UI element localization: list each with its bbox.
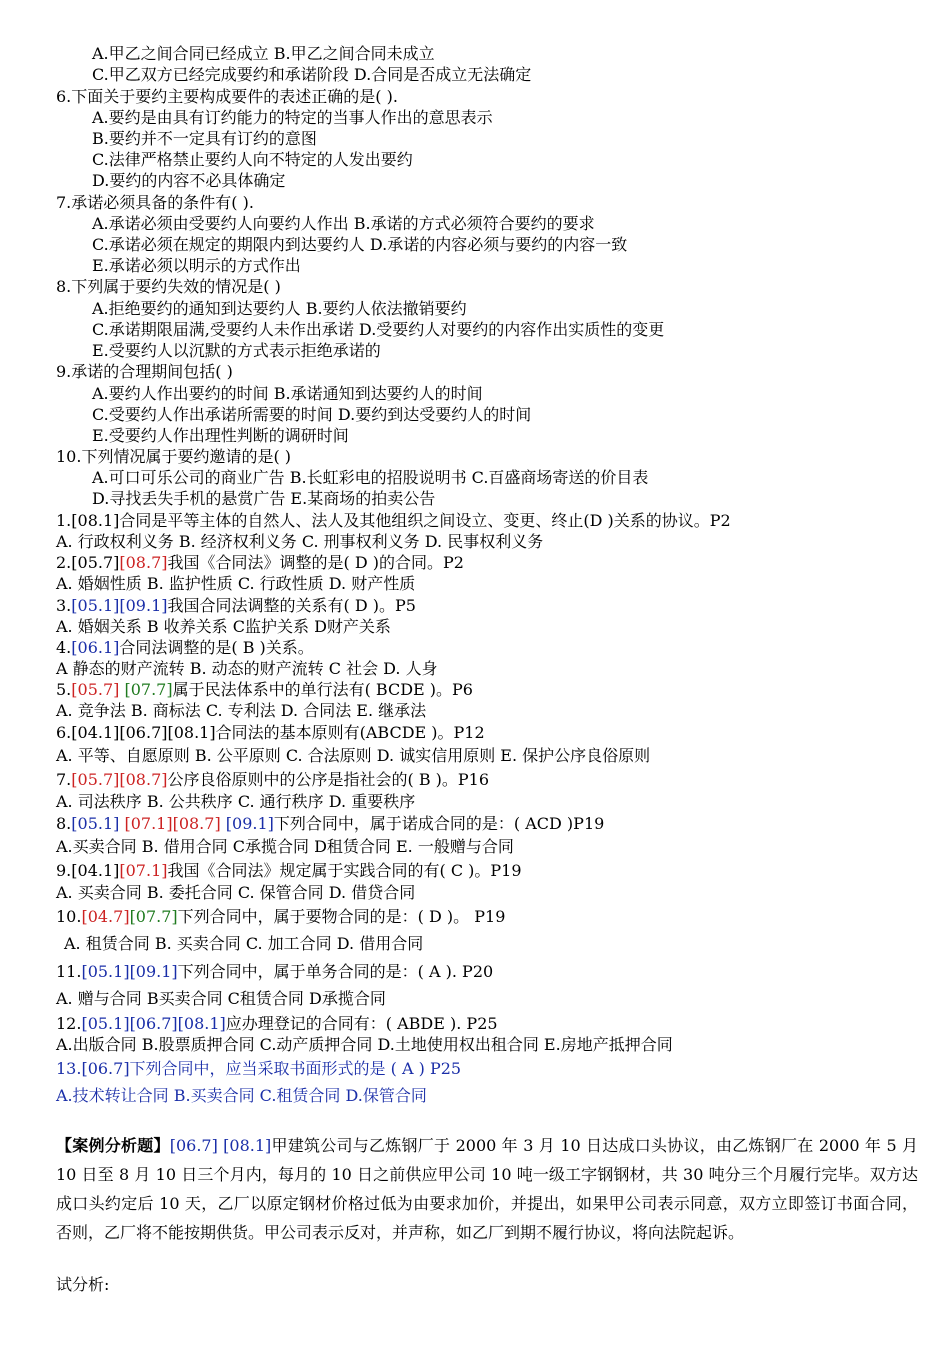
q5-options-cd: C.甲乙双方已经完成要约和承诺阶段 D.合同是否成立无法确定 [92,65,532,84]
q6-option-c: C.法律严格禁止要约人向不特定的人发出要约 [92,150,413,169]
exam-question-13-options: A.技术转让合同 B.买卖合同 C.租赁合同 D.保管合同 [56,1086,427,1105]
exam-question-10 [56,907,505,927]
exam-tag: [06.1] [71,638,120,657]
q9-option-e: E.受要约人作出理性判断的调研时间 [92,426,349,445]
case-prompt: 试分析: [56,1275,110,1294]
exam-question-2-options: A. 婚姻性质 B. 监护性质 C. 行政性质 D. 财产性质 [56,574,416,593]
q6-option-d: D.要约的内容不必具体确定 [92,171,286,190]
exam-tag: [04.7] [81,907,130,926]
question-9: 9.承诺的合理期间包括( ) [56,362,233,381]
exam-tag: [07.7] [129,907,178,926]
exam-question-4-number: 4. [56,638,72,657]
exam-question-2-text: 我国《合同法》调整的是( D )的合同。P2 [167,553,464,572]
exam-question-4-options: A 静态的财产流转 B. 动态的财产流转 C 社会 D. 人身 [56,659,438,678]
case-body: 甲建筑公司与乙炼钢厂于 2000 年 3 月 10 日达成口头协议，由乙炼钢厂在 2000 年 5 月 10 日至 8 月 10 日三个月内，每月的 10 日之前供应甲公司 10 吨一级工字钢钢材，共 30 吨分三个月履行完毕。双方达成口头约定后 10 天，乙厂以原定钢材价格过低为由要求加价，并提出，如果甲公司表示同意，双方立即签订书面合同，否则，乙厂将不能按期供货。甲公司表示反对，并声称，如乙厂到期不履行协议，将向法院起诉。 [56,1136,918,1242]
exam-question-9 [56,861,522,881]
q6-option-a: A.要约是由具有订约能力的特定的当事人作出的意思表示 [92,108,493,127]
exam-tag: [05.1][06.7][08.1] [81,1014,226,1033]
exam-question-12-text: 应办理登记的合同有：( ABDE ). P25 [225,1014,498,1033]
exam-tag: [07.1][08.7] [124,814,221,833]
exam-question-9-number: 9.[04.1] [56,861,120,880]
exam-question-9-text: 我国《合同法》规定属于实践合同的有( C )。P19 [167,861,522,880]
exam-question-12-options: A.出版合同 B.股票质押合同 C.动产质押合同 D.土地使用权出租合同 E.房地产抵押合同 [56,1035,673,1054]
exam-question-4-text: 合同法调整的是( B )关系。 [119,638,314,657]
q9-options-cd: C.受要约人作出承诺所需要的时间 D.要约到达受要约人的时间 [92,405,532,424]
q7-options-ab: A.承诺必须由受要约人向要约人作出 B.承诺的方式必须符合要约的要求 [92,214,595,233]
q8-options-cd: C.承诺期限届满,受要约人未作出承诺 D.受要约人对要约的内容作出实质性的变更 [92,320,665,339]
exam-question-7-text: 公序良俗原则中的公序是指社会的( B )。P16 [167,770,490,789]
question-10: 10.下列情况属于要约邀请的是( ) [56,447,292,466]
q10-options-abc: A.可口可乐公司的商业广告 B.长虹彩电的招股说明书 C.百盛商场寄送的价目表 [92,468,649,487]
exam-question-1-options: A. 行政权利义务 B. 经济权利义务 C. 刑事权利义务 D. 民事权利义务 [56,532,544,551]
exam-tag: [05.1][09.1] [81,962,178,981]
exam-question-7-options: A. 司法秩序 B. 公共秩序 C. 通行秩序 D. 重要秩序 [56,792,416,811]
exam-tag: [05.1] [71,814,120,833]
exam-question-2 [56,553,464,573]
exam-question-4 [56,638,314,658]
q6-option-b: B.要约并不一定具有订约的意图 [92,129,317,148]
exam-tag: [05.7][08.7] [71,770,168,789]
q7-option-e: E.承诺必须以明示的方式作出 [92,256,301,275]
exam-question-8 [56,814,604,834]
exam-question-9-options: A. 买卖合同 B. 委托合同 C. 保管合同 D. 借贷合同 [56,883,416,902]
exam-question-3 [56,596,416,616]
exam-question-3-number: 3. [56,596,72,615]
exam-question-12 [56,1014,498,1034]
exam-tag: [07.7] [124,680,173,699]
exam-tag: [06.7] [08.1] [169,1136,272,1155]
exam-question-3-text: 我国合同法调整的关系有( D )。P5 [167,596,416,615]
exam-question-10-number: 10. [56,907,82,926]
question-6: 6.下面关于要约主要构成要件的表述正确的是( ). [56,87,398,106]
case-analysis-paragraph [56,1131,918,1247]
exam-question-11-options: A. 赠与合同 B买卖合同 C租赁合同 D承揽合同 [56,989,386,1008]
q7-options-cd: C.承诺必须在规定的期限内到达要约人 D.承诺的内容必须与要约的内容一致 [92,235,628,254]
exam-question-5-options: A. 竞争法 B. 商标法 C. 专利法 D. 合同法 E. 继承法 [56,701,427,720]
exam-question-8-text: 下列合同中，属于诺成合同的是：( ACD )P19 [273,814,605,833]
q10-options-de: D.寻找丢失手机的悬赏广告 E.某商场的拍卖公告 [92,489,436,508]
exam-question-10-options: A. 租赁合同 B. 买卖合同 C. 加工合同 D. 借用合同 [64,934,424,953]
exam-question-5 [56,680,473,700]
exam-question-6-options: A. 平等、自愿原则 B. 公平原则 C. 合法原则 D. 诚实信用原则 E. 保护公序良俗原则 [56,746,651,765]
exam-question-8-options: A.买卖合同 B. 借用合同 C承揽合同 D租赁合同 E. 一般赠与合同 [56,837,514,856]
exam-question-2-number: 2.[05.7] [56,553,120,572]
question-8: 8.下列属于要约失效的情况是( ) [56,277,281,296]
q8-option-e: E.受要约人以沉默的方式表示拒绝承诺的 [92,341,381,360]
exam-question-3-options: A. 婚姻关系 B 收养关系 C监护关系 D财产关系 [56,617,391,636]
question-7: 7.承诺必须具备的条件有( ). [56,193,254,212]
exam-tag: [08.7] [119,553,168,572]
exam-tag: [05.1][09.1] [71,596,168,615]
exam-question-7 [56,770,489,790]
exam-tag: [07.1] [119,861,168,880]
exam-question-12-number: 12. [56,1014,82,1033]
exam-question-5-number: 5. [56,680,72,699]
exam-question-10-text: 下列合同中，属于要物合同的是：( D )。 P19 [177,907,506,926]
exam-question-1: 1.[08.1]合同是平等主体的自然人、法人及其他组织之间设立、变更、终止(D )关系的协议。P2 [56,511,731,530]
exam-question-11-number: 11. [56,962,82,981]
exam-question-8-number: 8. [56,814,72,833]
exam-tag: [05.7] [71,680,120,699]
exam-question-13: 13.[06.7]下列合同中，应当采取书面形式的是 ( A ) P25 [56,1059,462,1078]
exam-tag: [09.1] [225,814,274,833]
q5-options-ab: A.甲乙之间合同已经成立 B.甲乙之间合同未成立 [92,44,435,63]
exam-question-11-text: 下列合同中，属于单务合同的是：( A ). P20 [177,962,494,981]
exam-question-6: 6.[04.1][06.7][08.1]合同法的基本原则有(ABCDE )。P12 [56,723,485,742]
q9-options-ab: A.要约人作出要约的时间 B.承诺通知到达要约人的时间 [92,384,483,403]
exam-question-5-text: 属于民法体系中的单行法有( BCDE )。P6 [172,680,473,699]
case-heading: 【案例分析题】 [56,1136,170,1155]
exam-question-11 [56,962,493,982]
exam-question-7-number: 7. [56,770,72,789]
q8-options-ab: A.拒绝要约的通知到达要约人 B.要约人依法撤销要约 [92,299,467,318]
